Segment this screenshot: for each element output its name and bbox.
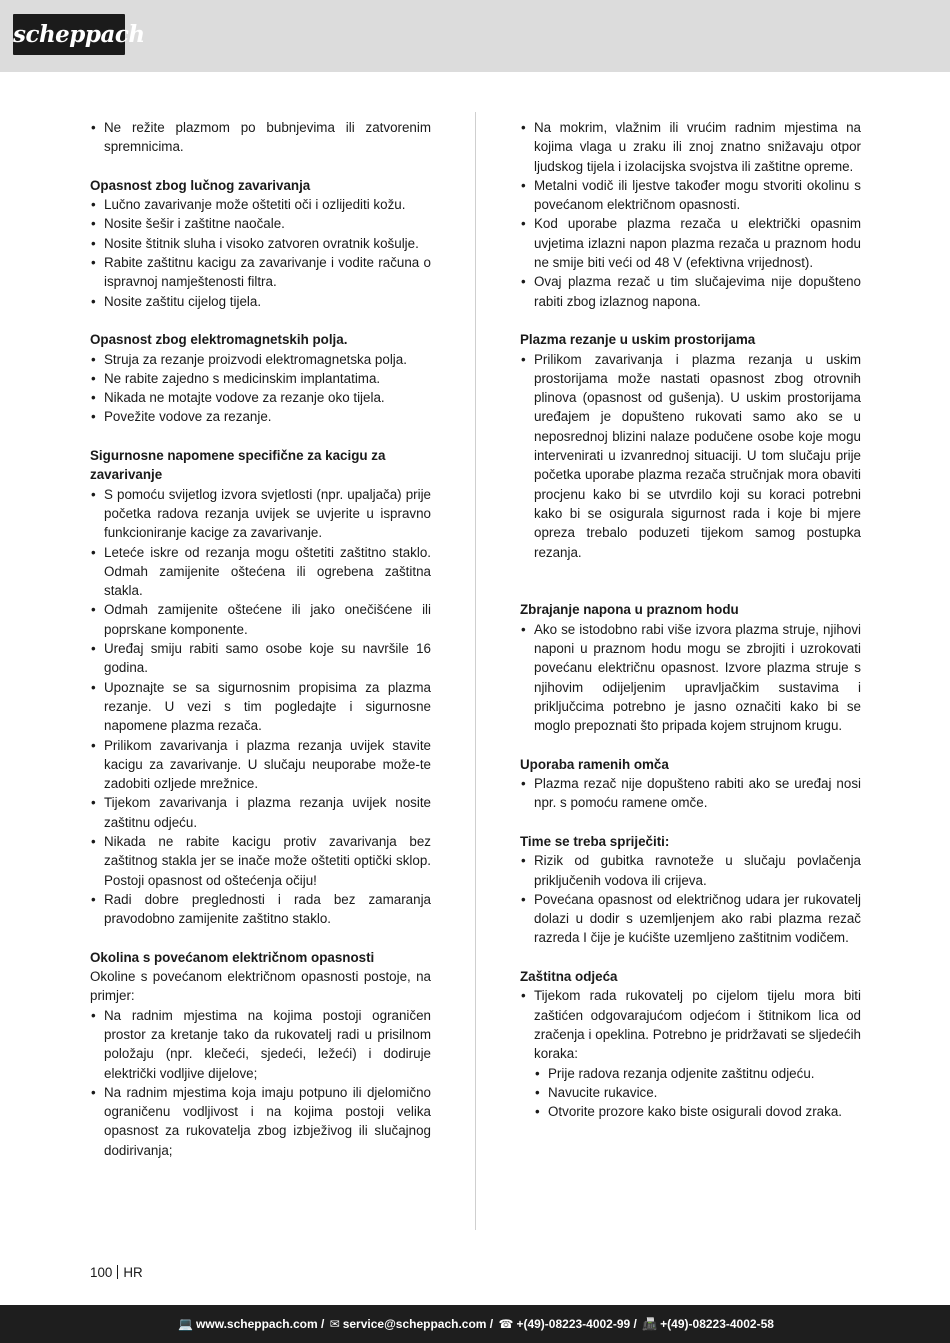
language-code: HR — [123, 1265, 143, 1280]
section-shoulder-straps — [520, 755, 861, 813]
separator — [117, 1265, 118, 1279]
list-item: • S pomoću svijetlog izvora svjetlosti (npr. upaljača) prije početka radova rezanja uvijek se uvjerite u ispravno funkcioniranje kacige za zavarivanje. — [90, 485, 431, 543]
bullet-list — [520, 774, 861, 813]
section-heading: Zbrajanje napona u praznom hodu — [520, 602, 739, 618]
list-item: • Nikada ne motajte vodove za rezanje oko tijela. — [90, 388, 431, 407]
list-item: • Rabite zaštitnu kacigu za zavarivanje i vodite računa o ispravnoj namještenosti filtra. — [90, 253, 431, 292]
section-heading: Uporaba ramenih omča — [520, 756, 669, 772]
section-narrow-rooms — [520, 330, 861, 562]
list-item: • Odmah zamijenite oštećene ili jako onečišćene ili poprskane komponente. — [90, 600, 431, 639]
section-heading: Plazma rezanje u uskim prostorijama — [520, 332, 756, 348]
footer-email: service@scheppach.com / — [342, 1317, 494, 1331]
list-item: • Radi dobre preglednosti i rada bez zamaranja pravodobno zamijenite zaštitno staklo. — [90, 890, 431, 929]
list-item: • Lučno zavarivanje može oštetiti oči i ozlijediti kožu. — [90, 195, 431, 214]
bullet-list — [90, 195, 431, 311]
page-header — [0, 0, 950, 72]
section-prevention — [520, 832, 861, 948]
footer-phone: +(49)-08223-4002-99 / — [516, 1317, 637, 1331]
bullet-list — [520, 118, 861, 311]
bullet-list — [90, 350, 431, 427]
list-item: • Ne rabite zajedno s medicinskim implantatima. — [90, 369, 431, 388]
list-item: • Otvorite prozore kako biste osigurali dovod zraka. — [534, 1102, 861, 1121]
section-welding-helmet — [90, 446, 431, 928]
list-item: • Prije radova rezanja odjenite zaštitnu odjeću. — [534, 1064, 861, 1083]
bullet-list — [520, 620, 861, 736]
section-electrical-hazard — [90, 948, 431, 1160]
list-item: • Na radnim mjestima na kojima postoji ograničen prostor za kretanje tako da rukovatelj radi u prisilnom položaju (npr. klečeći, sjedeći, ležeći) i dodiruje električki vodljive dijelove; — [90, 1006, 431, 1083]
fax-icon: 📠 — [642, 1317, 658, 1331]
computer-icon: 💻 — [178, 1317, 194, 1331]
section-wet-workplaces — [520, 118, 861, 311]
list-item: • Struja za rezanje proizvodi elektromagnetska polja. — [90, 350, 431, 369]
list-item: • Povećana opasnost od električnog udara jer rukovatelj dolazi u dodir s uzemljenjem ako rabi plazma rezač razreda I čije je kućište uzemljeno zaštitnim vodičem. — [520, 890, 861, 948]
bullet-list — [520, 851, 861, 947]
page-number — [90, 1263, 143, 1283]
list-item: • Na mokrim, vlažnim ili vrućim radnim mjestima na kojima vlaga u zraku ili znoj znatno snižavaju otpor ljudskog tijela i izolacijska svojstva ili zaštitne opreme. — [520, 118, 861, 176]
list-item: • Nosite zaštitu cijelog tijela. — [90, 292, 431, 311]
bullet-list — [90, 485, 431, 929]
list-item: • Leteće iskre od rezanja mogu oštetiti zaštitno staklo. Odmah zamijenite oštećena ili ogrebena zaštitna stakla. — [90, 543, 431, 601]
list-item: • Tijekom rada rukovatelj po cijelom tijelu mora biti zaštićen odgovarajućom odjećom i štitnikom lica od zračenja i opeklina. Potrebno je pridržavati se sljedećih koraka: — [520, 986, 861, 1063]
bullet-list — [520, 350, 861, 562]
list-item: • Tijekom zavarivanja i plazma rezanja uvijek nosite zaštitnu odjeću. — [90, 793, 431, 832]
list-item: • Navucite rukavice. — [534, 1083, 861, 1102]
list-item: • Rizik od gubitka ravnoteže u slučaju povlačenja priključenih vodova ili crijeva. — [520, 851, 861, 890]
page-number-value: 100 — [90, 1265, 113, 1280]
section-heading: Opasnost zbog elektromagnetskih polja. — [90, 332, 348, 348]
bullet-list — [90, 1006, 431, 1160]
list-item: • Povežite vodove za rezanje. — [90, 407, 431, 426]
brand-logo: scheppach — [13, 14, 125, 55]
list-item: • Nosite šešir i zaštitne naočale. — [90, 214, 431, 233]
footer-website: www.scheppach.com / — [196, 1317, 325, 1331]
list-item: • Na radnim mjestima koja imaju potpuno ili djelomično ograničenu vodljivost i na kojima postoji velika opasnost za rukovatelja zbog izbježivog ili slučajnog dodirivanja; — [90, 1083, 431, 1160]
list-item: • Ne režite plazmom po bubnjevima ili zatvorenim spremnicima. — [90, 118, 431, 157]
phone-icon: ☎ — [498, 1317, 514, 1331]
section-heading: Zaštitna odjeća — [520, 969, 618, 985]
list-item: • Uređaj smiju rabiti samo osobe koje su navršile 16 godina. — [90, 639, 431, 678]
section-arc-welding — [90, 176, 431, 311]
section-heading: Time se treba spriječiti: — [520, 833, 670, 849]
list-item: • Nosite štitnik sluha i visoko zatvoren ovratnik košulje. — [90, 234, 431, 253]
list-item: • Prilikom zavarivanja i plazma rezanja u uskim prostorijama može nastati opasnost zbog otrovnih plinova (opasnost od gušenja). U uskim prostorijama uređajem je dopušteno rukovati samo ako se u neposrednoj blizini nalaze podučene osobe koje mogu intervenirati u izvanrednoj situaciji. U tom slučaju prije početka uporabe plazma rezača stručnjak mora obaviti procjenu kako bi se utvrdilo koji su koraci potrebni kako bi se osigurala sigurnost rada i koje bi mjere opreza trebalo poduzeti tijekom samog postupka rezanja. — [520, 350, 861, 562]
list-item: • Upoznajte se sa sigurnosnim propisima za plazma rezanje. U vezi s tim pogledajte i sigurnosne napomene plazma rezača. — [90, 678, 431, 736]
list-item: • Ovaj plazma rezač u tim slučajevima nije dopušteno rabiti zbog izlaznog napona. — [520, 272, 861, 311]
list-item: • Prilikom zavarivanja i plazma rezanja uvijek stavite kacigu za zavarivanje. U slučaju neuporabe može-te zadobiti ozljede mrežnice. — [90, 736, 431, 794]
list-item: • Ako se istodobno rabi više izvora plazma struje, njihovi naponi u praznom hodu mogu se zbrojiti i uzrokovati povećanu električnu opasnost. Izvore plazma struje s njihovim odijeljenim upravljačkim sustavima i priključcima potrebno je jasno označiti kako bi se moglo prepoznati što pripada kojem strujnom krugu. — [520, 620, 861, 736]
section-voltage-summing — [520, 600, 861, 735]
bullet-list — [90, 118, 431, 157]
bullet-list — [520, 986, 861, 1063]
left-column — [90, 118, 431, 1179]
section-intro-text: Okoline s povećanom električnom opasnosti postoje, na primjer: — [90, 969, 431, 1004]
section-protective-clothing — [520, 967, 861, 1121]
right-column — [520, 118, 861, 1141]
list-item: • Kod uporabe plazma rezača u električki opasnim uvjetima izlazni napon plazma rezača u praznom hodu ne smije biti veći od 48 V (efektivna vrijednost). — [520, 214, 861, 272]
section-heading: Sigurnosne napomene specifične za kacigu za zavarivanje — [90, 448, 386, 483]
section-heading: Opasnost zbog lučnog zavarivanja — [90, 177, 311, 193]
list-item: • Metalni vodič ili ljestve također mogu stvoriti okolinu s povećanom električnom opasnosti. — [520, 176, 861, 215]
list-item: • Nikada ne rabite kacigu protiv zavarivanja bez zaštitnog stakla jer se inače može oštetiti optički sklop. Postoji opasnost od oštećenja očiju! — [90, 832, 431, 890]
sub-bullet-list — [534, 1064, 861, 1122]
list-item: • Plazma rezač nije dopušteno rabiti ako se uređaj nosi npr. s pomoću ramene omče. — [520, 774, 861, 813]
footer-fax: +(49)-08223-4002-58 — [660, 1317, 774, 1331]
section-em-fields — [90, 330, 431, 426]
section-drums — [90, 118, 431, 157]
column-divider — [475, 112, 476, 1230]
page-footer — [0, 1305, 950, 1343]
mail-icon: ✉ — [329, 1317, 340, 1331]
section-heading: Okolina s povećanom električnom opasnosti — [90, 949, 375, 965]
